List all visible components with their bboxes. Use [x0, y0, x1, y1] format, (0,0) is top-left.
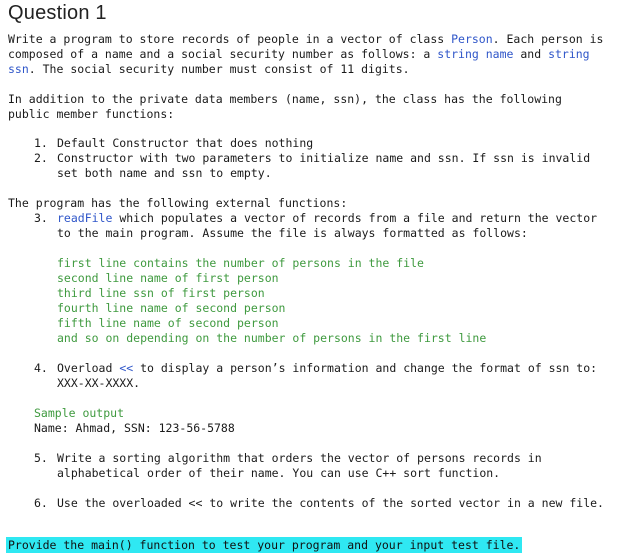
file-format-line: fifth line name of second person: [57, 316, 279, 330]
sample-output-label: Sample output: [34, 406, 125, 420]
item-3-text: which populates a vector of records from a file and return the vector: [112, 211, 598, 225]
item-2-number: 2.: [34, 151, 48, 165]
class-name-keyword: Person: [451, 32, 493, 46]
overload-operator-keyword: <<: [119, 361, 134, 375]
item-5-line-2: alphabetical order of their name. You can use C++ sort function.: [57, 466, 501, 480]
item-2-text: Constructor with two parameters to initialize name and ssn. If ssn is invalid: [57, 151, 591, 165]
file-format-line: and so on depending on the number of persons in the first line: [57, 331, 487, 345]
intro-text: . The social security number must consist of 11 digits.: [28, 62, 410, 76]
readfile-keyword: readFile: [57, 211, 113, 225]
item-4-line-1: [57, 361, 597, 376]
item-5-line-1: Write a sorting algorithm that orders the vector of persons records in: [57, 451, 542, 465]
file-format-line: second line name of first person: [57, 271, 279, 285]
intro-line-1: [8, 32, 603, 47]
item-4-text: Overload: [57, 361, 120, 375]
intro-text: and: [513, 47, 549, 61]
members-line-1: In addition to the private data members (name, ssn), the class has the following: [8, 92, 562, 106]
external-heading: The program has the following external functions:: [8, 196, 348, 210]
item-6-text: Use the overloaded << to write the contents of the sorted vector in a new file.: [57, 496, 604, 510]
item-3-line-1: [57, 211, 597, 226]
footer-highlight: Provide the main() function to test your program and your input test file.: [8, 538, 521, 552]
intro-line-3: [8, 62, 410, 77]
item-4-number: 4.: [34, 361, 48, 375]
sample-output-value: Name: Ahmad, SSN: 123-56-5788: [34, 421, 235, 435]
ssn-keyword: ssn: [8, 62, 29, 76]
intro-text: Write a program to store records of people in a vector of class: [8, 32, 452, 46]
file-format-line: fourth line name of second person: [57, 301, 286, 315]
intro-line-2: [8, 47, 590, 62]
item-6-number: 6.: [34, 496, 48, 510]
item-3-line-2: to the main program. Assume the file is always formatted as follows:: [57, 226, 528, 240]
intro-text: composed of a name and a social security number as follows: a: [8, 47, 438, 61]
item-4-text: to display a person’s information and change the format of ssn to:: [133, 361, 598, 375]
item-5-number: 5.: [34, 451, 48, 465]
string-keyword: string: [548, 47, 590, 61]
item-4-line-2: XXX-XX-XXXX.: [57, 376, 141, 390]
item-1-text: Default Constructor that does nothing: [57, 136, 314, 150]
string-name-keyword: string name: [437, 47, 514, 61]
intro-text: . Each person is: [492, 32, 604, 46]
question-title: Question 1: [8, 2, 107, 24]
item-1-number: 1.: [34, 136, 48, 150]
file-format-line: third line ssn of first person: [57, 286, 265, 300]
footer-instruction: [6, 538, 522, 553]
item-2-text-cont: set both name and ssn to empty.: [57, 166, 272, 180]
item-3-number: 3.: [34, 211, 48, 225]
file-format-line: first line contains the number of persons in the file: [57, 256, 424, 270]
members-line-2: public member functions:: [8, 107, 175, 121]
